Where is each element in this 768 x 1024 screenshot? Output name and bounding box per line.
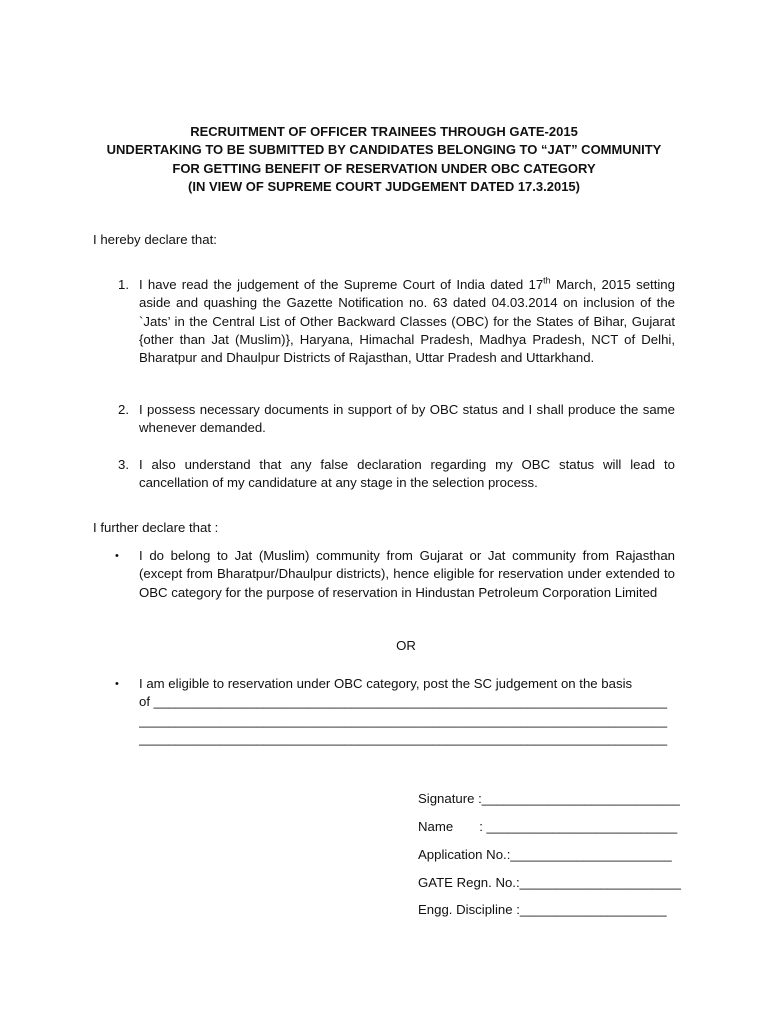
or-separator: OR xyxy=(396,638,416,653)
declaration-item-2 xyxy=(118,401,675,438)
further-declaration-intro: I further declare that : xyxy=(93,520,219,535)
signature-label: Signature : xyxy=(418,791,482,806)
item-number: 3. xyxy=(118,457,129,472)
application-row xyxy=(418,846,672,864)
bullet-marker: • xyxy=(115,678,119,690)
basis-blank-line-1[interactable]: of ______________________________________________________________________ xyxy=(139,694,668,710)
heading-line-4: (IN VIEW OF SUPREME COURT JUDGEMENT DATED 17.3.2015) xyxy=(188,178,580,194)
name-label: Name xyxy=(418,819,454,834)
heading-line-2: UNDERTAKING TO BE SUBMITTED BY CANDIDATES BELONGING TO “JAT” COMMUNITY xyxy=(106,142,662,158)
application-label: Application No.: xyxy=(418,847,511,862)
document-heading xyxy=(0,123,768,196)
heading-line-1: RECRUITMENT OF OFFICER TRAINEES THROUGH GATE-2015 xyxy=(190,124,578,139)
application-field[interactable]: ______________________ xyxy=(510,847,672,862)
basis-blank-line-3[interactable]: ________________________________________________________________________ xyxy=(139,730,668,746)
item-text: I possess necessary documents in support of by OBC status and I shall produce the same whenever demanded. xyxy=(139,402,675,436)
bullet-option-2 xyxy=(115,675,675,748)
item-number: 1. xyxy=(118,277,129,292)
gate-regn-row xyxy=(418,874,681,892)
signature-row xyxy=(418,790,680,808)
declaration-item-1 xyxy=(118,276,675,367)
discipline-row xyxy=(418,901,667,919)
item-number: 2. xyxy=(118,402,129,417)
item-text: I have read the judgement of the Supreme Court of India dated 17th March, 2015 setting aside and quashing the Gazette Notification no. 63 dated 04.03.2014 on inclusion of the `Jats’ in the Central List of Other Backward Classes (OBC) for the States of Bihar, Gujarat {other than Jat (Muslim)}, Haryana, Himachal Pradesh, Madhya Pradesh, NCT of Delhi, Bharatpur and Dhaulpur Districts of Rajasthan, Uttar Pradesh and Uttarkhand. xyxy=(139,275,675,366)
bullet-text: I am eligible to reservation under OBC category, post the SC judgement on the basis of ______________________________________________________________________ ________________________________________________________________________ ________________________________________________________________________ xyxy=(139,675,675,748)
heading-line-3: FOR GETTING BENEFIT OF RESERVATION UNDER OBC CATEGORY xyxy=(172,160,596,176)
bullet-marker: • xyxy=(115,550,119,562)
gate-regn-field[interactable]: ______________________ xyxy=(519,875,681,890)
discipline-field[interactable]: ____________________ xyxy=(519,902,667,917)
signature-field[interactable]: ___________________________ xyxy=(481,791,680,806)
discipline-label: Engg. Discipline : xyxy=(418,902,520,917)
bullet-text: I do belong to Jat (Muslim) community from Gujarat or Jat community from Rajasthan (except from Bharatpur/Dhaulpur districts), hence eligible for reservation under extended to OBC category for the purpose of reservation in Hindustan Petroleum Corporation Limited xyxy=(139,548,675,600)
name-colon: : xyxy=(479,819,483,834)
declaration-intro: I hereby declare that: xyxy=(93,232,217,247)
basis-blank-line-2[interactable]: ________________________________________________________________________ xyxy=(139,712,668,728)
bullet-option-1 xyxy=(115,547,675,602)
gate-regn-label: GATE Regn. No.: xyxy=(418,875,520,890)
declaration-item-3 xyxy=(118,456,675,493)
name-field[interactable]: __________________________ xyxy=(482,819,678,834)
item-text: I also understand that any false declaration regarding my OBC status will lead to cancellation of my candidature at any stage in the selection process. xyxy=(139,457,675,491)
name-row xyxy=(418,818,677,836)
